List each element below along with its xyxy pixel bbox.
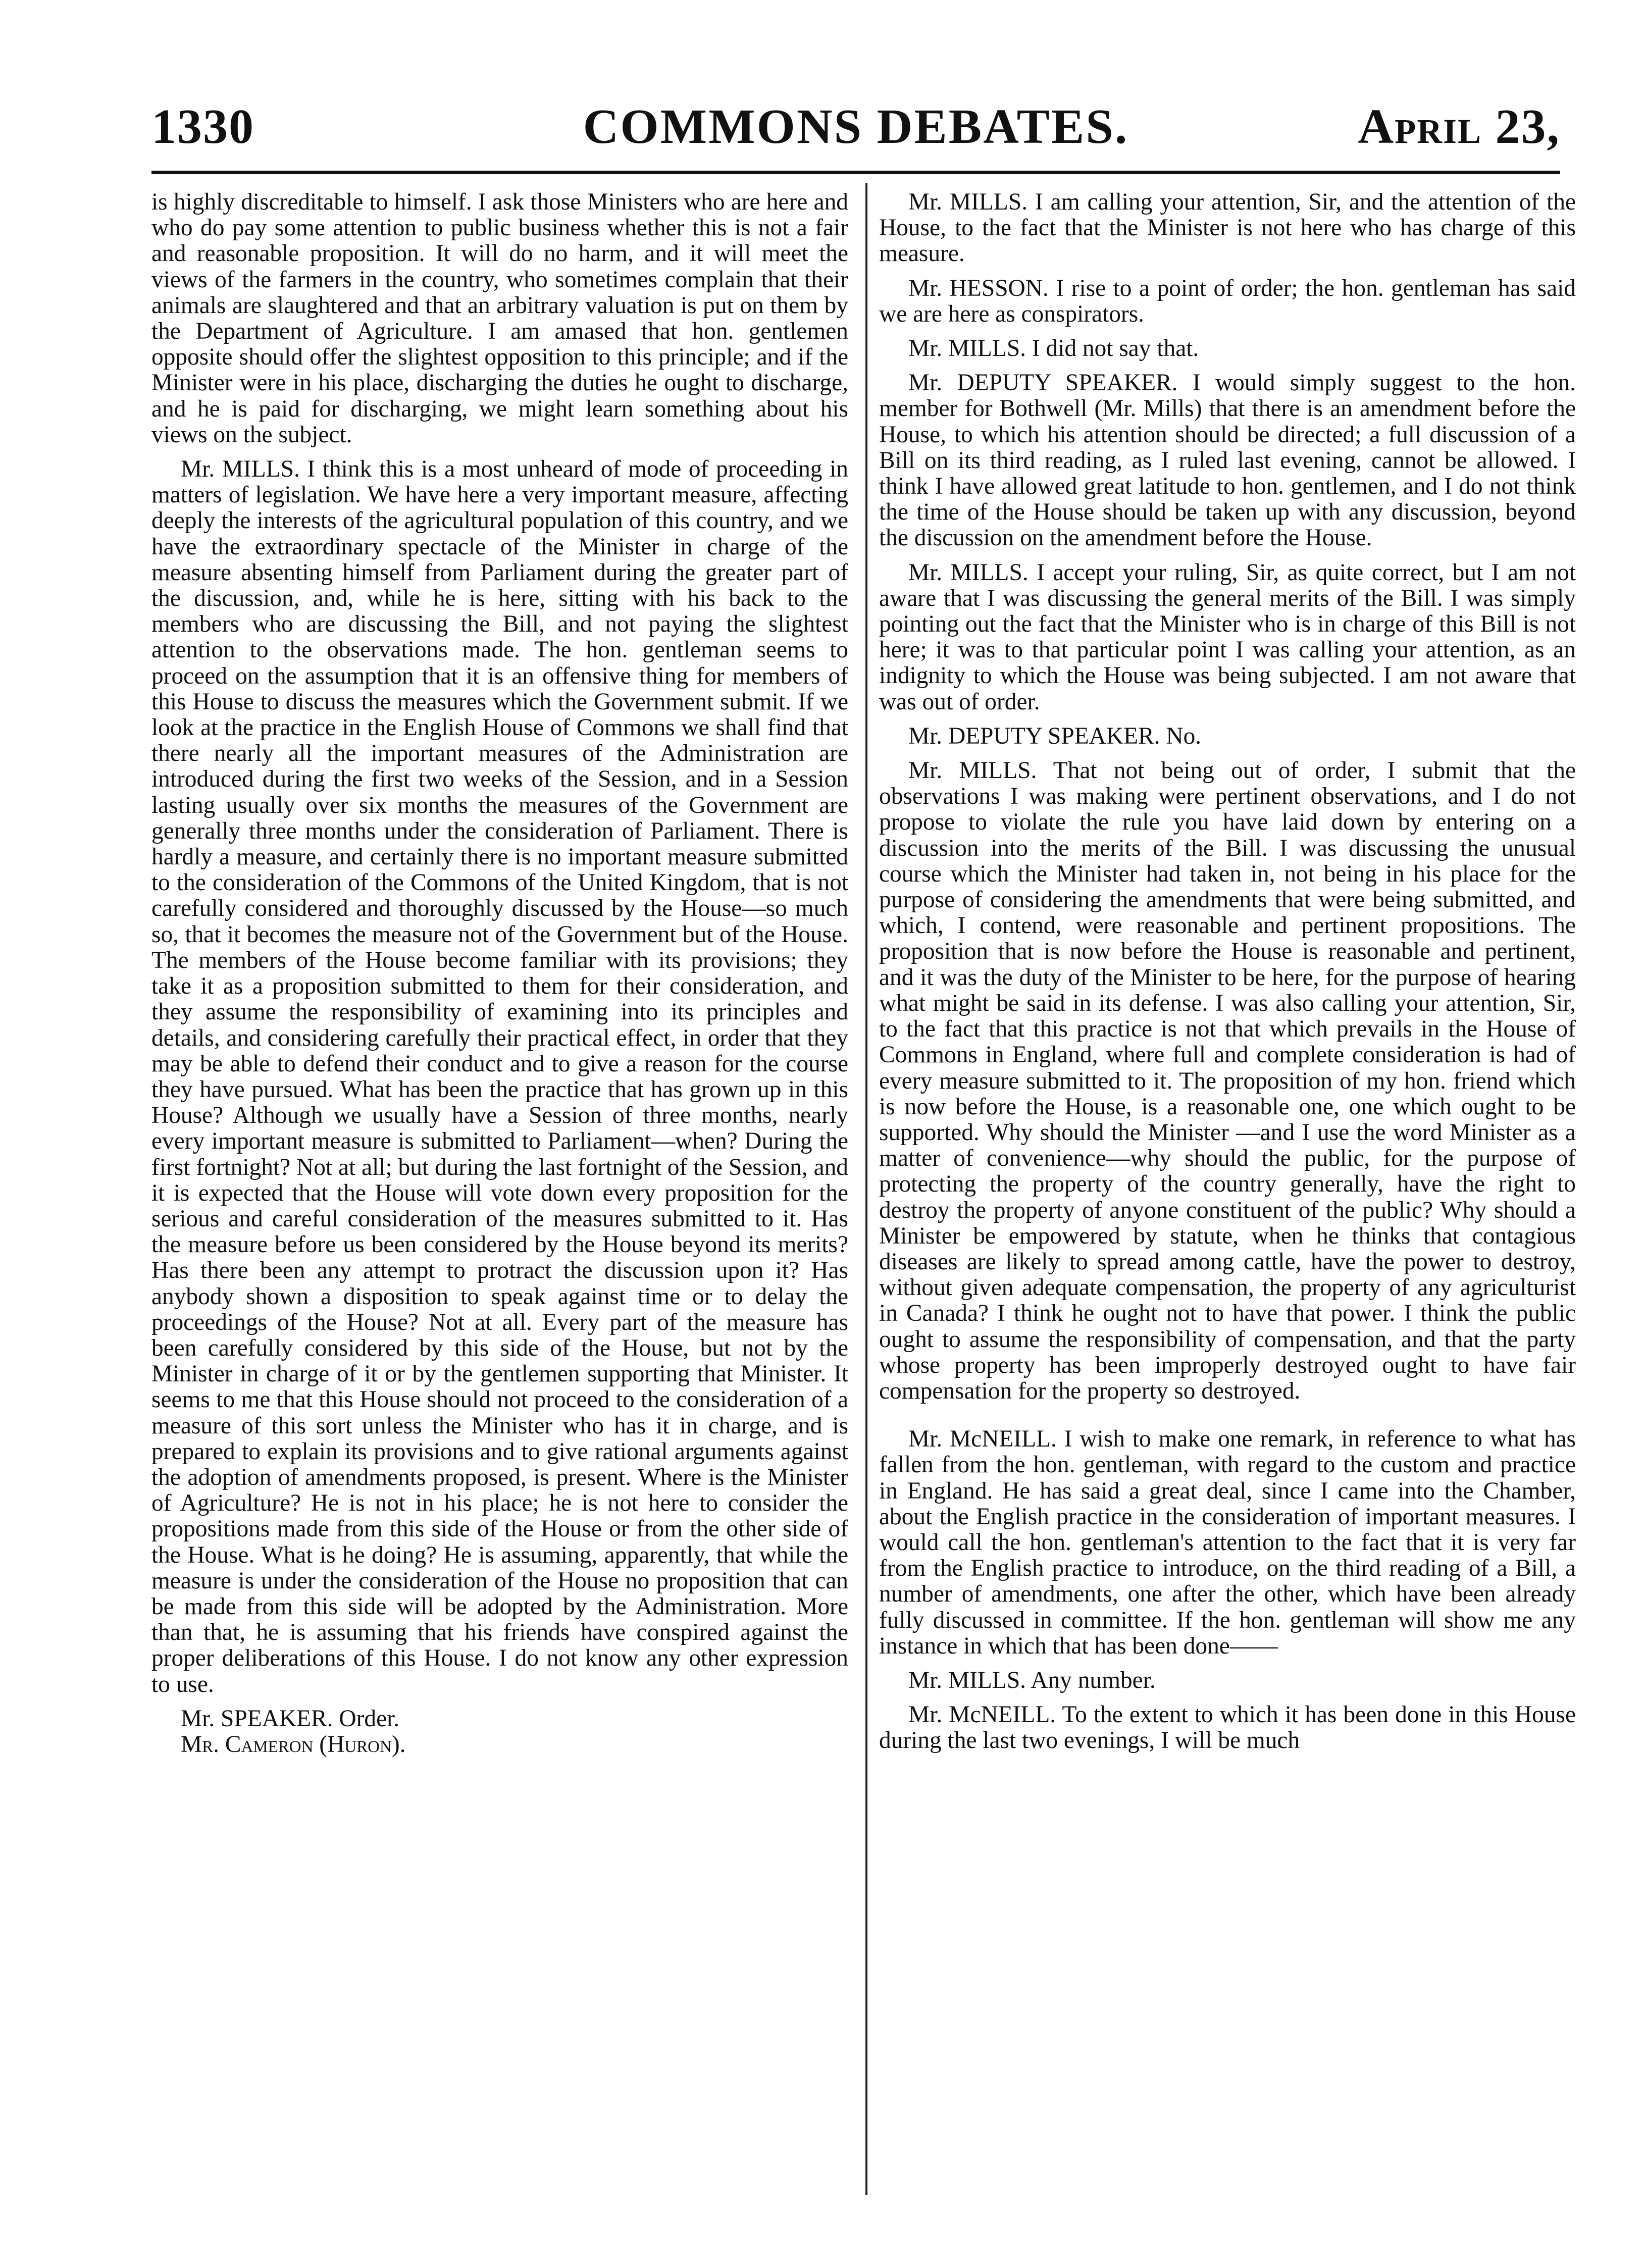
paragraph-continuation (151, 189, 848, 448)
speaker-name: Mr. MILLS. (908, 559, 1029, 586)
speaker-name: Mr. MILLS. (181, 456, 300, 483)
speech-text: Any number. (1031, 1667, 1156, 1693)
speech-deputy-speaker (879, 370, 1576, 551)
speaker-name: Mr. MILLS. (908, 189, 1028, 215)
speaker-name: Mr. MILLS. (908, 1667, 1026, 1693)
speech-text: I did not say that. (1032, 335, 1199, 362)
header-rule (151, 171, 1560, 174)
speech-deputy-speaker (879, 724, 1576, 749)
speech-mills (879, 560, 1576, 715)
left-column (151, 189, 848, 1758)
speaker-name: Mr. HESSON. (908, 275, 1049, 301)
speech-text: I am calling your attention, Sir, and the attention of the House, to the fact that the Minister is not here who has charge of this measure. (879, 189, 1576, 267)
speech-speaker (151, 1706, 848, 1732)
paragraph-text: is highly discreditable to himself. I ask those Ministers who are here and who do pay some attention to public business whether this is not a fair and reasonable proposition. It will do no harm, and it will meet the views of the farmers in the country, who sometimes complain that their animals are slaughtered and that an arbitrary valuation is put on them by the Department of Agriculture. I am amased that hon. gentlemen opposite should offer the slightest opposition to this principle; and if the Minister were in his place, discharging the duties he ought to discharge, and he is paid for discharging, we might learn something about his views on the subject. (151, 189, 848, 448)
speech-mcneill (879, 1702, 1576, 1754)
speaker-name: Mr. McNEILL. (908, 1426, 1057, 1453)
speech-mills (879, 336, 1576, 362)
speech-mills (879, 758, 1576, 1404)
speech-text: That not being out of order, I submit that the observations I was making were pertinent observations, and I do not propose to violate the rule you have laid down by entering on a discussion into the merits of the Bill. I was discussing the unusual course which the Minister had taken in, not being in his place for the purpose of considering the amendments that were being submitted, and which, I contend, were reasonable and pertinent propositions. The proposition that is now before the House is reasonable and pertinent, and it was the duty of the Minister to be here, for the purpose of hearing what might be said in its defense. I was also calling your attention, Sir, to the fact that this practice is not that which prevails in the House of Commons in England, where full and complete consideration is had of every measure submitted to it. The proposition of my hon. friend which is now before the House, is a reasonable one, one which ought to be supported. Why should the Minister —and I use the word Minister as a matter of convenience—why should the public, for the purpose of protecting the property of the country generally, have the right to destroy the property of anyone constituent of the public? Why should a Minister be empowered by statute, when he thinks that contagious diseases are likely to spread among cattle, have the power to destroy, without given adequate compensation, the property of any agriculturist in Canada? I think he ought not to have that power. I think the public ought to assume the responsibility of compensation, and that the party whose property has been improperly destroyed ought to have fair compensation for the property so destroyed. (879, 757, 1576, 1404)
speech-mills (879, 189, 1576, 267)
speech-mills (879, 1668, 1576, 1693)
speech-text: To the extent to which it has been done in this House during the last two evenings, I will be much (879, 1702, 1576, 1754)
speech-text: I wish to make one remark, in reference to what has fallen from the hon. gentleman, with regard to the custom and practice in England. He has said a great deal, since I came into the Chamber, about the English practice in the consideration of important measures. I would call the hon. gentleman's attention to the fact that it is very far from the English practice to introduce, on the third reading of a Bill, a number of amendments, one after the other, which have been already fully discussed in committee. If the hon. gentleman will show me any instance in which that has been done—— (879, 1426, 1576, 1659)
speaker-name: Mr. Cameron (Huron). (181, 1731, 406, 1758)
page-title: COMMONS DEBATES. (583, 99, 1129, 154)
speech-text: I accept your ruling, Sir, as quite correct, but I am not aware that I was discussing the general merits of the Bill. I was simply pointing out the fact that the Minister who is in charge of this Bill is not here; it was to that particular point I was calling your attention, as an indignity to which the House was being subjected. I am not aware that was out of order. (879, 559, 1576, 715)
speech-text: I rise to a point of order; the hon. gentleman has said we are here as conspirators. (879, 275, 1576, 327)
right-column (879, 189, 1576, 1763)
speech-text: I would simply suggest to the hon. member for Bothwell (Mr. Mills) that there is an amendment before the House, to which his attention should be directed; a full discussion of a Bill on its third reading, as I ruled last evening, cannot be allowed. I think I have allowed great latitude to hon. gentlemen, and I do not think the time of the House should be taken up with any discussion, beyond the discussion on the amendment before the House. (879, 370, 1576, 551)
speech-hesson (879, 276, 1576, 327)
column-divider (865, 183, 867, 2195)
speech-text: I think this is a most unheard of mode of proceeding in matters of legislation. We have here a very important measure, affecting deeply the interests of the agricultural population of this country, and we have the extraordinary spectacle of the Minister in charge of the measure absenting himself from Parliament during the greater part of the discussion, and, while he is here, sitting with his back to the members who are discussing the Bill, and not paying the slightest attention to the observations made. The hon. gentleman seems to proceed on the assumption that it is an offensive thing for members of this House to discuss the measures which the Government submit. If we look at the practice in the English House of Commons we shall find that there nearly all the important measures of the Administration are introduced during the first two weeks of the Session, and in a Session lasting usually over six months the measures of the Government are generally three months under the consideration of Parliament. There is hardly a measure, and certainly there is no important measure submitted to the consideration of the Commons of the United Kingdom, that is not carefully considered and thoroughly discussed by the House—so much so, that it becomes the measure not of the Government but of the House. The members of the House become familiar with its provisions; they take it as a proposition submitted to them for their consideration, and they assume the responsibility of examining into its principles and details, and considering carefully their practical effect, in order that they may be able to defend their conduct and to give a reason for the course they have pursued. What has been the practice that has grown up in this House? Although we usually have a Session of three months, nearly every important measure is submitted to Parliament—when? During the first fortnight? Not at all; but during the last fortnight of the Session, and it is expected that the House will vote down every proposition for the serious and careful consideration of the measures submitted to it. Has the measure before us been considered by the House beyond its merits? Has there been any attempt to protract the discussion upon it? Has anybody shown a disposition to speak against time or to delay the proceedings of the House? Not at all. Every part of the measure has been carefully considered by this side of the House, but not by the Minister in charge of it or by the gentlemen supporting that Minister. It seems to me that this House should not proceed to the consideration of a measure of this sort unless the Minister who has it in charge, and is prepared to explain its provisions and to give rational arguments against the adoption of amendments proposed, is present. Where is the Minister of Agriculture? He is not in his place; he is not here to consider the propositions made from this side of the House or from the other side of the House. What is he doing? He is assuming, apparently, that while the measure is under the consideration of the House no proposition that can be made from this side will be adopted by the Administration. More than that, he is assuming that his friends have conspired against the proper deliberations of this House. I do not know any other expression to use. (151, 456, 848, 1697)
speech-cameron (151, 1732, 848, 1758)
speaker-name: Mr. DEPUTY SPEAKER. (908, 723, 1160, 749)
speaker-name: Mr. DEPUTY SPEAKER. (908, 370, 1178, 396)
speaker-name: Mr. McNEILL. (908, 1702, 1056, 1728)
speech-text: No. (1166, 723, 1202, 749)
speaker-name: Mr. SPEAKER. (181, 1705, 333, 1732)
speaker-name: Mr. MILLS. (908, 335, 1026, 362)
speech-mills (151, 456, 848, 1697)
page-header (151, 98, 1560, 169)
speech-text: Order. (339, 1705, 400, 1732)
speech-mcneill (879, 1426, 1576, 1659)
page-number: 1330 (151, 99, 254, 154)
speaker-name: Mr. MILLS. (908, 757, 1037, 784)
page-date: April 23, (1358, 99, 1560, 154)
